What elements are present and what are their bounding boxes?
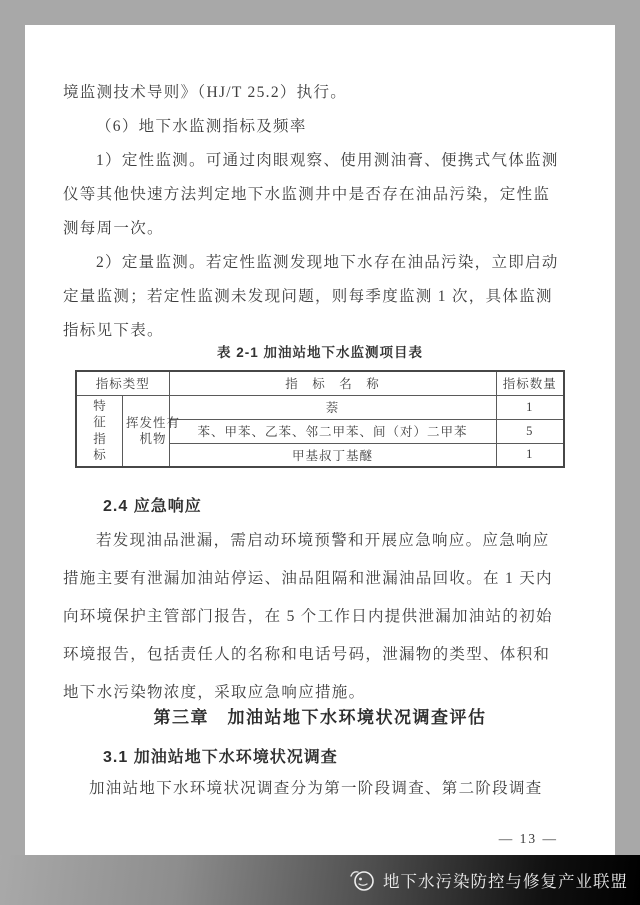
indicator-name-cell: 甲基叔丁基醚 xyxy=(169,443,496,467)
header-indicator-type: 指标类型 xyxy=(76,371,169,395)
section-3-1-heading: 3.1 加油站地下水环境状况调查 xyxy=(103,749,338,766)
intro-paragraph xyxy=(25,76,615,348)
indicator-count-cell: 5 xyxy=(496,419,564,443)
body-line: 指标见下表。 xyxy=(63,322,164,339)
body-line: 地下水污染物浓度，采取应急响应措施。 xyxy=(63,684,366,701)
body-line: 仪等其他快速方法判定地下水监测井中是否存在油品污染，定性监 xyxy=(63,186,551,203)
section-2-4-paragraph xyxy=(25,522,615,712)
subcategory-cell xyxy=(123,395,180,467)
body-line: 措施主要有泄漏加油站停运、油品阻隔和泄漏油品回收。在 1 天内 xyxy=(63,570,553,587)
category-cell xyxy=(76,395,123,467)
alliance-logo-icon xyxy=(346,866,378,894)
indicator-name-cell: 萘 xyxy=(169,395,496,419)
body-line: 2）定量监测。若定性监测发现地下水存在油品污染，立即启动 xyxy=(96,254,559,271)
body-line: 定量监测；若定性监测未发现问题，则每季度监测 1 次，具体监测 xyxy=(63,288,553,305)
document-page xyxy=(25,25,615,855)
body-line: 1）定性监测。可通过肉眼观察、使用测油膏、便携式气体监测 xyxy=(96,152,559,169)
table-header-row xyxy=(76,371,564,395)
watermark-text: 地下水污染防控与修复产业联盟 xyxy=(383,873,628,891)
header-indicator-name: 指 标 名 称 xyxy=(169,371,496,395)
subcategory-text: 挥发性有机物 xyxy=(125,415,180,446)
section-3-1-paragraph xyxy=(25,770,615,808)
watermark xyxy=(346,866,628,894)
body-line: 环境报告，包括责任人的名称和电话号码，泄漏物的类型、体积和 xyxy=(63,646,551,663)
watermark-band xyxy=(0,855,640,905)
indicator-name-cell: 苯、甲苯、乙苯、邻二甲苯、间（对）二甲苯 xyxy=(169,419,496,443)
body-line: 境监测技术导则》（HJ/T 25.2）执行。 xyxy=(63,84,348,101)
table-row xyxy=(76,395,564,419)
body-line: 测每周一次。 xyxy=(63,220,164,237)
body-line: 若发现油品泄漏，需启动环境预警和开展应急响应。应急响应 xyxy=(96,532,550,549)
table-title: 表 2-1 加油站地下水监测项目表 xyxy=(216,345,423,360)
section-2-4-heading: 2.4 应急响应 xyxy=(103,498,202,515)
body-line: （6）地下水监测指标及频率 xyxy=(96,118,307,135)
header-indicator-count: 指标数量 xyxy=(496,371,564,395)
category-vertical-text: 特征指标 xyxy=(93,398,106,463)
monitoring-items-table xyxy=(75,370,565,468)
page-number: — 13 — xyxy=(498,831,558,846)
indicator-count-cell: 1 xyxy=(496,395,564,419)
chapter-3-heading: 第三章 加油站地下水环境状况调查评估 xyxy=(153,708,487,727)
body-line: 加油站地下水环境状况调查分为第一阶段调查、第二阶段调查 xyxy=(89,780,543,797)
indicator-count-cell: 1 xyxy=(496,443,564,467)
body-line: 向环境保护主管部门报告，在 5 个工作日内提供泄漏加油站的初始 xyxy=(63,608,553,625)
